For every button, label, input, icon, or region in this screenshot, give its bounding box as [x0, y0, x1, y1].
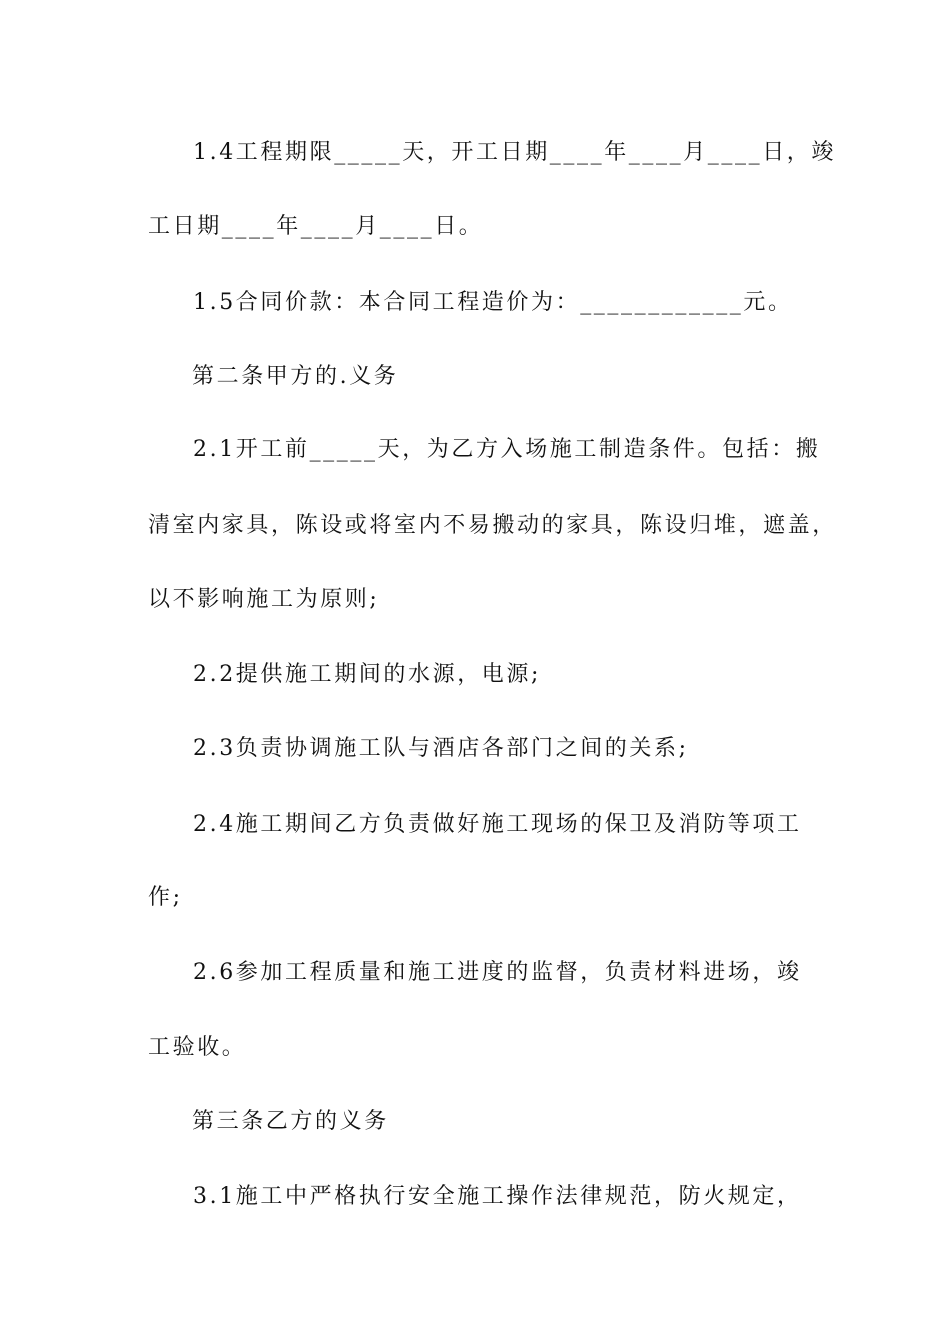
clause-2-1-line-2: 清室内家具，陈设或将室内不易搬动的家具，陈设归堆，遮盖，: [148, 513, 837, 538]
clause-2-1-line-1: 2.1开工前_____天，为乙方入场施工制造条件。包括：搬: [193, 437, 821, 462]
clause-2-4-line-1: 2.4施工期间乙方负责做好施工现场的保卫及消防等项工: [193, 812, 802, 837]
clause-2-1-line-3: 以不影响施工为原则;: [148, 587, 380, 612]
clause-1-4-line-2: 工日期____年____月____日。: [148, 214, 484, 239]
clause-2-3: 2.3负责协调施工队与酒店各部门之间的关系;: [193, 736, 689, 761]
article-3-heading: 第三条乙方的义务: [192, 1109, 389, 1134]
clause-2-4-line-2: 作;: [148, 885, 183, 910]
clause-2-6-line-2: 工验收。: [148, 1035, 247, 1060]
clause-1-4-line-1: 1.4工程期限_____天，开工日期____年____月____日，竣: [193, 140, 836, 165]
clause-1-5: 1.5合同价款：本合同工程造价为：____________元。: [193, 290, 793, 315]
clause-2-2: 2.2提供施工期间的水源，电源;: [193, 662, 542, 687]
clause-3-1-line-1: 3.1施工中严格执行安全施工操作法律规范，防火规定，: [193, 1184, 802, 1209]
article-2-heading: 第二条甲方的.义务: [192, 364, 399, 389]
clause-2-6-line-1: 2.6参加工程质量和施工进度的监督，负责材料进场，竣: [193, 960, 802, 985]
